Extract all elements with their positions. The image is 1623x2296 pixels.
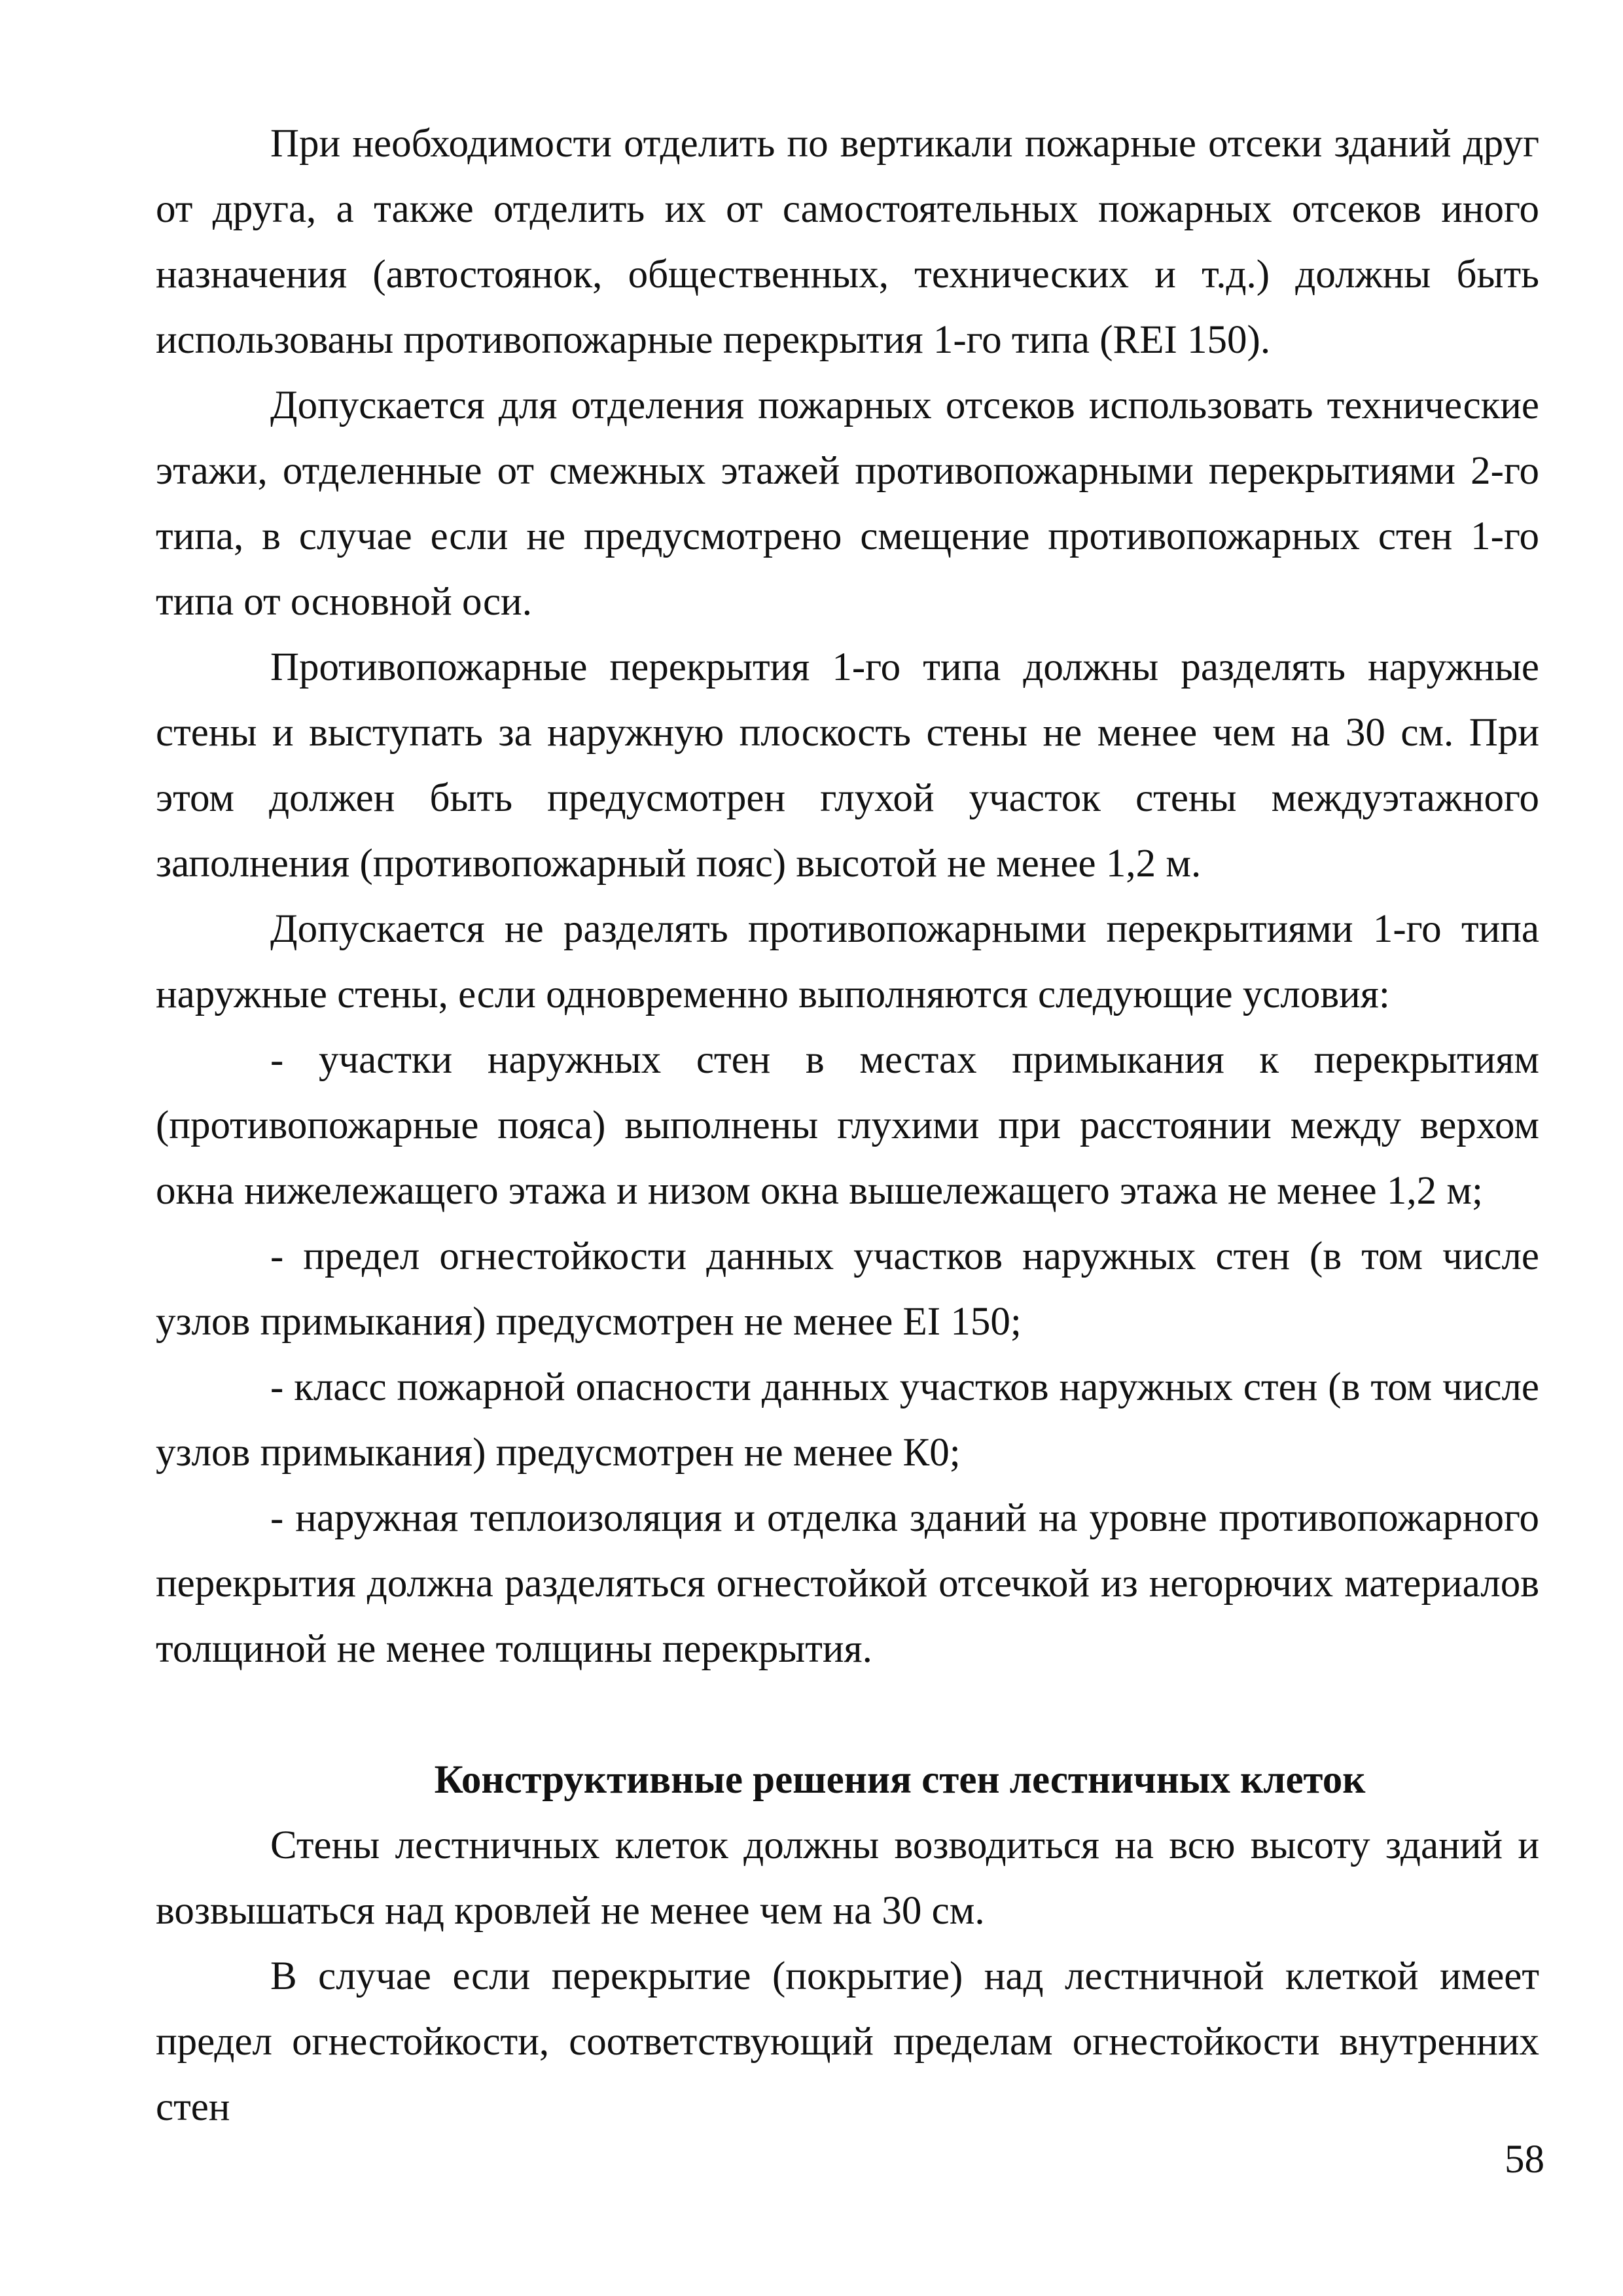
list-item-fire-hazard-class: - класс пожарной опасности данных участков наружных стен (в том числе узлов примыкания) предусмотрен не менее К0; (156, 1365, 1539, 1475)
page-number: 58 (1505, 2138, 1544, 2181)
section-heading: Конструктивные решения стен лестничных клеток (434, 1758, 1366, 1802)
paragraph-conditions-intro: Допускается не разделять противопожарными перекрытиями 1-го типа наружные стены, если одновременно выполняются следующие условия: (156, 907, 1539, 1016)
paragraph-stairwell-walls-height: Стены лестничных клеток должны возводиться на всю высоту зданий и возвышаться над кровлей не менее чем на 30 см. (156, 1823, 1539, 1933)
page-body (156, 111, 1539, 2140)
list-item-thermal-insulation: - наружная теплоизоляция и отделка зданий на уровне противопожарного перекрытия должна разделяться огнестойкой отсечкой из негорючих материалов толщиной не менее толщины перекрытия. (156, 1496, 1539, 1671)
list-item-fire-resistance-limit: - предел огнестойкости данных участков наружных стен (в том числе узлов примыкания) предусмотрен не менее EI 150; (156, 1234, 1539, 1344)
paragraph-exterior-walls-separation: Противопожарные перекрытия 1-го типа должны разделять наружные стены и выступать за наружную плоскость стены не менее чем на 30 см. При этом должен быть предусмотрен глухой участок стены междуэтажного заполнения (противопожарный пояс) высотой не менее 1,2 м. (156, 645, 1539, 886)
paragraph-fire-compartments-vertical: При необходимости отделить по вертикали пожарные отсеки зданий друг от друга, а также отделить их от самостоятельных пожарных отсеков иного назначения (автостоянок, общественных, технических и т.д.) должны быть использованы противопожарные перекрытия 1-го типа (REI 150). (156, 122, 1539, 362)
paragraph-technical-floors: Допускается для отделения пожарных отсеков использовать технические этажи, отделенные от смежных этажей противопожарными перекрытиями 2-го типа, в случае если не предусмотрено смещение противопожарных стен 1-го типа от основной оси. (156, 384, 1539, 624)
paragraph-stairwell-ceiling: В случае если перекрытие (покрытие) над лестничной клеткой имеет предел огнестойкости, соответствующий пределам огнестойкости внутренних стен (156, 1954, 1539, 2129)
list-item-blind-wall-sections: - участки наружных стен в местах примыкания к перекрытиям (противопожарные пояса) выполнены глухими при расстоянии между верхом окна нижележащего этажа и низом окна вышележащего этажа не менее 1,2 м; (156, 1038, 1539, 1213)
